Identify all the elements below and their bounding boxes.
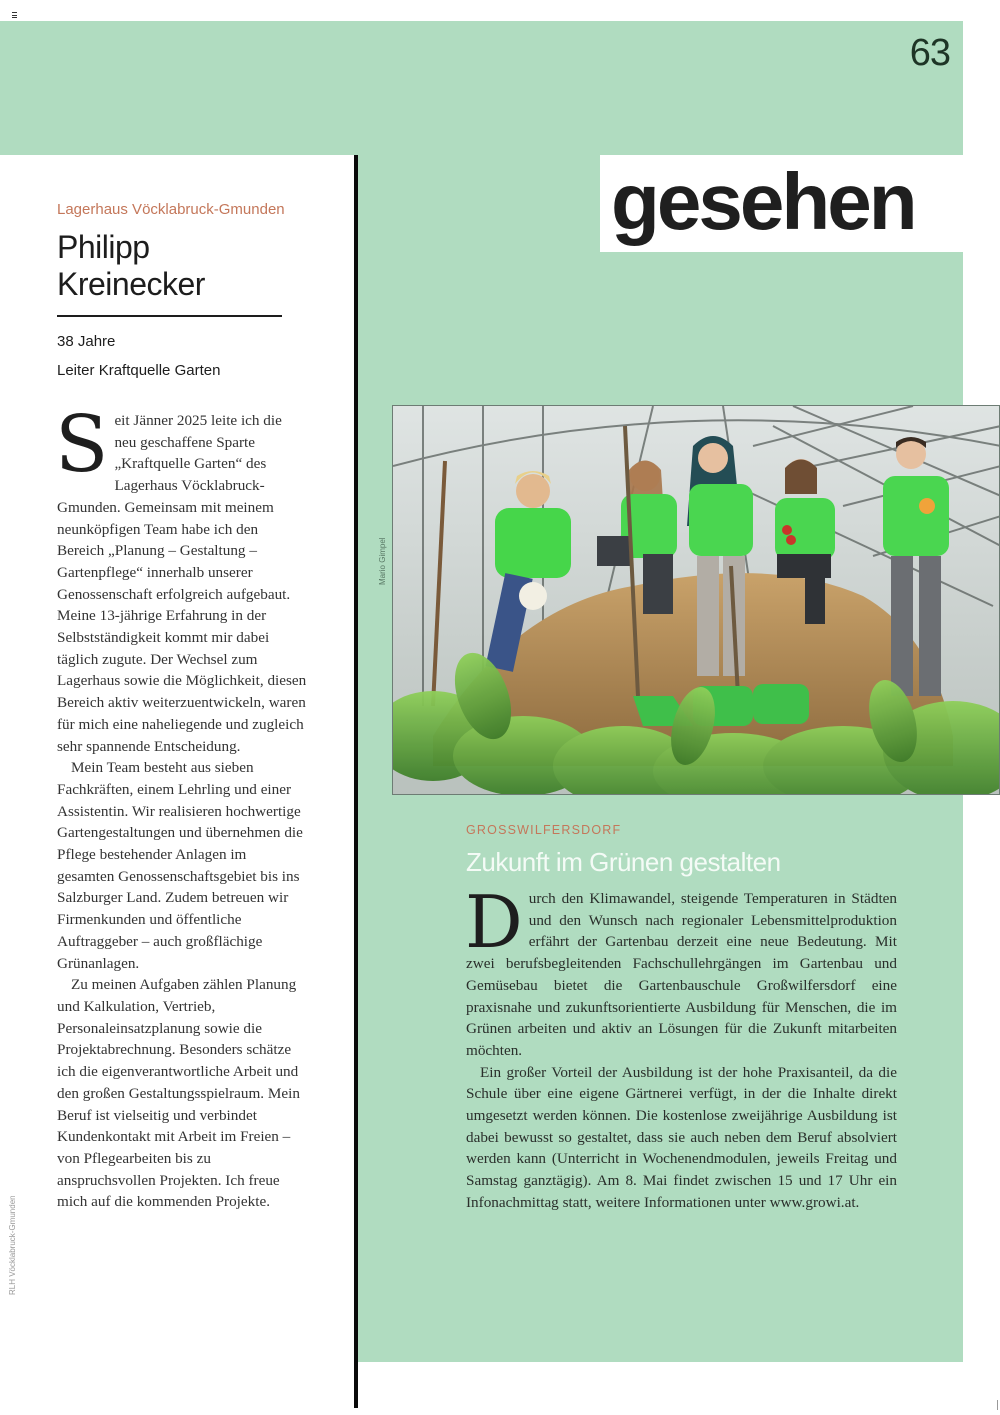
- bio-paragraph: Zu meinen Aufgaben zählen Planung und Kalkulation, Vertrieb, Personaleinsatzplanung sowie die Projektabrechnung. Besonders schätze ich die eigenverantwortliche Arbeit und den großen Gestaltungsspielraum. Mein Beruf ist vielseitig und verbindet Kundenkontakt mit Arbeit im Freien – von Pflegearbeiten bis zu anspruchsvollen Projekten. Ich freue mich auf die kommenden Projekte.: [57, 976, 300, 1211]
- profile-name-last: Kreinecker: [57, 266, 205, 302]
- profile-photo-credit: RLH Vöcklabruck-Gmunden: [8, 1195, 17, 1295]
- greenhouse-photo-illustration: [393, 406, 1000, 795]
- profile-name: [57, 229, 307, 303]
- article: [466, 822, 897, 1214]
- name-underline: [57, 315, 282, 317]
- profile-header: [57, 200, 307, 381]
- article-paragraph: Ein großer Vorteil der Ausbildung ist der hohe Praxisanteil, da die Schule über eine eigene Gärtnerei verfügt, in der die Inhalte direkt umgesetzt werden können. Die kostenlose zweijährige Ausbildung ist dabei bewusst so gestaltet, dass sie auch neben dem Beruf absolviert werden kann (Unterricht in Wochenendmodulen, jeweils Freitag und Samstag ganztägig). Am 8. Mai findet zwischen 15 und 17 Uhr ein Infonachmittag statt, weitere Informationen unter www.growi.at.: [466, 1063, 897, 1211]
- crop-mark: [12, 12, 17, 18]
- page-number: 63: [909, 32, 950, 74]
- article-paragraph: [465, 880, 897, 1062]
- drop-cap: D: [465, 880, 523, 964]
- profile-age: 38 Jahre: [57, 333, 116, 350]
- crop-mark: [997, 1400, 998, 1410]
- bio-paragraph-text: eit Jänner 2025 leite ich die neu geschaffene Sparte „Kraftquelle Garten“ des Lagerhaus Vöcklabruck-Gmunden. Gemeinsam mit meinem neunköpfigen Team habe ich den Bereich „Planung – Gestaltung – Gartenpflege“ innerhalb unserer Genossenschaft erfolgreich aufgebaut. Meine 13-jährige Erfahrung in der Selbstständigkeit kommt mir dabei täglich zugute. Der Wechsel zum Lagerhaus sowie die Möglichkeit, diesen Bereich aktiv weiterzuentwickeln, waren für mich eine naheliegende und zugleich sehr spannende Entscheidung.: [57, 412, 307, 755]
- article-paragraph-text: urch den Klimawandel, steigende Temperaturen in Städten und den Wunsch nach regionaler Lebensmittelproduktion erfährt der Gartenbau derzeit eine neue Bedeutung. Mit zwei berufsbegleitenden Fachschullehrgängen im Gartenbau und Gemüsebau bietet die Gartenbauschule Großwilfersdorf eine praxisnahe und zukunftsorientierte Ausbildung für Menschen, die im Grünen arbeiten und aktiv an Lösungen für die Zukunft mitarbeiten möchten.: [466, 890, 897, 1059]
- profile-bio: [55, 400, 307, 1213]
- article-location: GROSSWILFERSDORF: [466, 823, 622, 837]
- bio-paragraph: Mein Team besteht aus sieben Fachkräften, einem Lehrling und einer Assistentin. Wir realisieren hochwertige Gartengestaltungen und übernehmen die Pflege bestehender Anlagen im gesamten Genossenschaftsgebiet bis ins Salzburger Land. Zudem betreuen wir Firmenkunden und öffentliche Auftraggeber – auch großflächige Grünanlagen.: [57, 759, 303, 972]
- profile-company: Lagerhaus Vöcklabruck-Gmunden: [57, 201, 285, 218]
- drop-cap: S: [55, 400, 109, 490]
- column-divider: [354, 155, 358, 1408]
- header-band: [0, 21, 963, 155]
- photo-credit: Mario Gimpel: [378, 537, 387, 585]
- bio-paragraph: [55, 400, 307, 757]
- article-body: [465, 880, 897, 1214]
- section-label: gesehen: [611, 157, 915, 246]
- profile-name-first: Philipp: [57, 229, 150, 265]
- profile-role: Leiter Kraftquelle Garten: [57, 362, 221, 379]
- article-headline: Zukunft im Grünen gestalten: [466, 847, 781, 877]
- team-photo: [392, 405, 1000, 795]
